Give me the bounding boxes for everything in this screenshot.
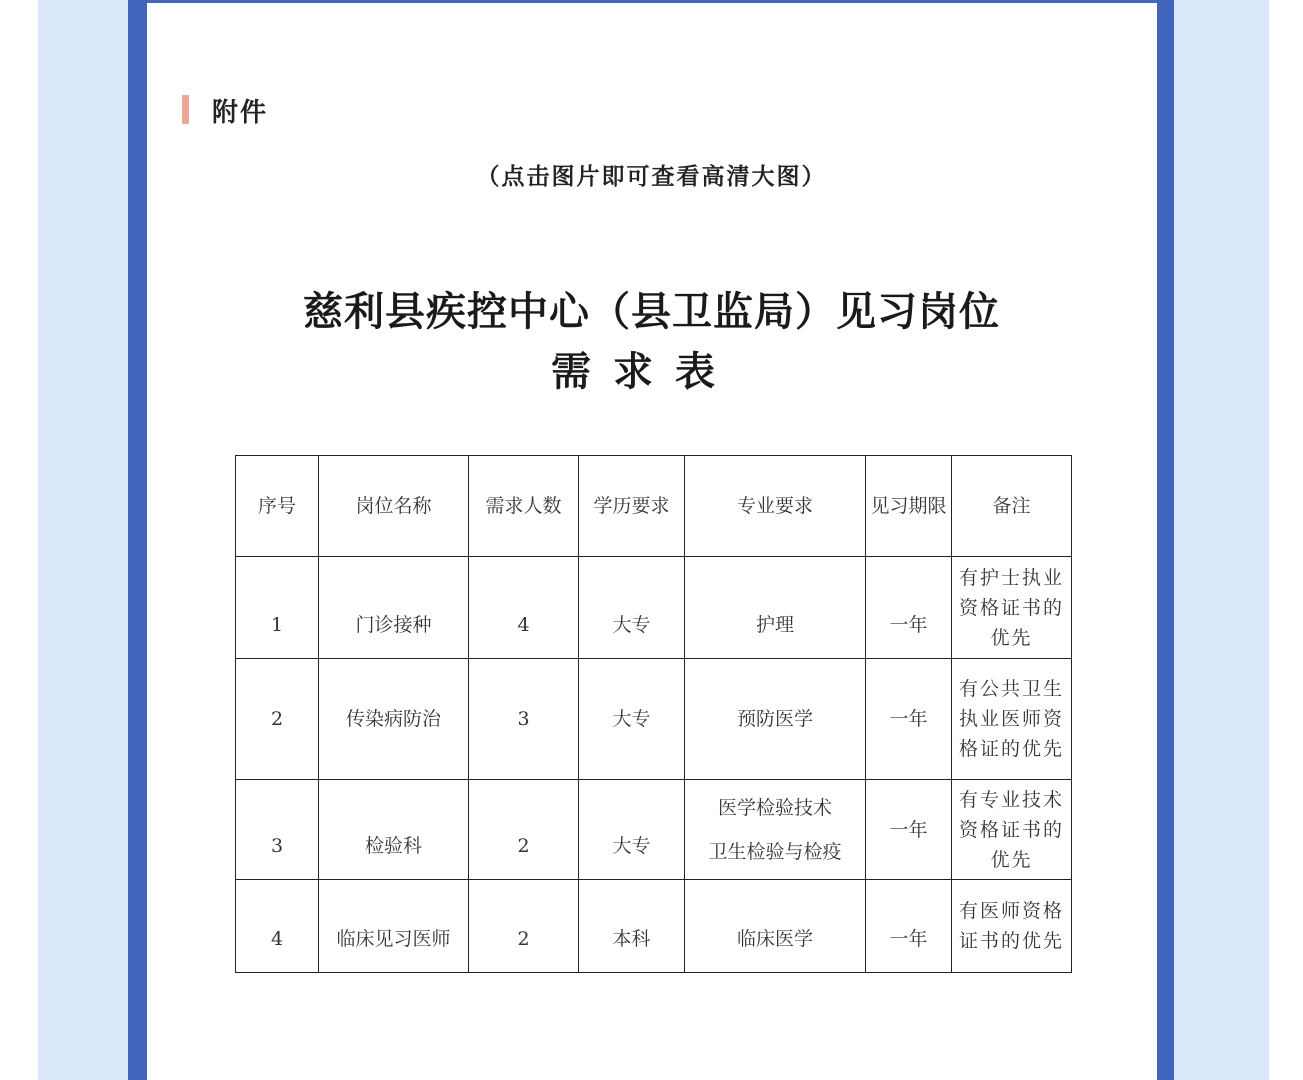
cell-note: 有专业技术资格证书的优先 bbox=[952, 780, 1072, 880]
table-row bbox=[236, 659, 1072, 780]
cell-position: 门诊接种 bbox=[319, 557, 469, 659]
document-subtitle: 需求表 bbox=[551, 348, 737, 395]
cell-education: 大专 bbox=[579, 780, 685, 880]
requirements-table[interactable] bbox=[235, 455, 1072, 973]
document-title: 慈利县疾控中心（县卫监局）见习岗位 bbox=[303, 288, 1000, 335]
cell-major: 护理 bbox=[685, 557, 866, 659]
table-header-row bbox=[236, 456, 1072, 557]
cell-note: 有护士执业资格证书的优先 bbox=[952, 557, 1072, 659]
table-row bbox=[236, 880, 1072, 973]
cell-education: 大专 bbox=[579, 557, 685, 659]
cell-no: 3 bbox=[236, 780, 319, 880]
cell-period: 一年 bbox=[866, 659, 952, 780]
table-row bbox=[236, 557, 1072, 659]
cell-period: 一年 bbox=[866, 880, 952, 973]
cell-position: 检验科 bbox=[319, 780, 469, 880]
header-note: 备注 bbox=[952, 456, 1072, 557]
cell-no: 4 bbox=[236, 880, 319, 973]
header-education: 学历要求 bbox=[579, 456, 685, 557]
attachment-accent-bar bbox=[182, 95, 189, 124]
attachment-label: 附件 bbox=[212, 98, 269, 128]
cell-count: 3 bbox=[469, 659, 579, 780]
cell-education: 本科 bbox=[579, 880, 685, 973]
cell-count: 2 bbox=[469, 880, 579, 973]
cell-count: 4 bbox=[469, 557, 579, 659]
header-major: 专业要求 bbox=[685, 456, 866, 557]
cell-no: 2 bbox=[236, 659, 319, 780]
cell-major: 预防医学 bbox=[685, 659, 866, 780]
table-row bbox=[236, 780, 1072, 880]
cell-major: 临床医学 bbox=[685, 880, 866, 973]
header-count: 需求人数 bbox=[469, 456, 579, 557]
cell-period: 一年 bbox=[866, 557, 952, 659]
header-period: 见习期限 bbox=[866, 456, 952, 557]
header-no: 序号 bbox=[236, 456, 319, 557]
cell-count: 2 bbox=[469, 780, 579, 880]
cell-period: 一年 bbox=[866, 780, 952, 880]
view-full-image-hint[interactable]: （点击图片即可查看高清大图） bbox=[476, 164, 827, 190]
major-line: 医学检验技术 bbox=[717, 796, 832, 819]
cell-major bbox=[685, 780, 866, 880]
cell-position: 传染病防治 bbox=[319, 659, 469, 780]
cell-education: 大专 bbox=[579, 659, 685, 780]
major-line: 卫生检验与检疫 bbox=[708, 840, 842, 863]
cell-note: 有公共卫生执业医师资格证的优先 bbox=[952, 659, 1072, 780]
cell-position: 临床见习医师 bbox=[319, 880, 469, 973]
cell-no: 1 bbox=[236, 557, 319, 659]
cell-note: 有医师资格证书的优先 bbox=[952, 880, 1072, 973]
header-position: 岗位名称 bbox=[319, 456, 469, 557]
